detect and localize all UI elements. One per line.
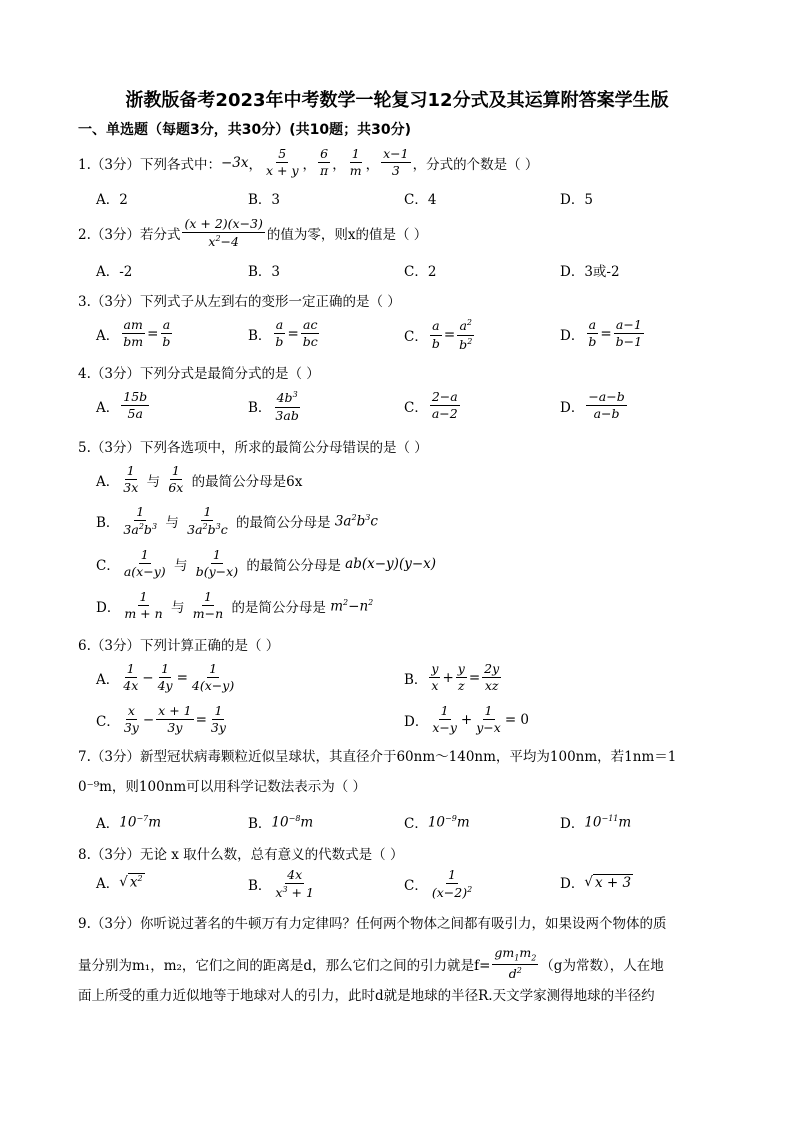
question-7-line-1: 7.（3分）新型冠状病毒颗粒近似呈球状，其直径介于60nm～140nm，平均为100nm，若1nm＝1 xyxy=(78,749,677,765)
q2-option-d[interactable]: D．3或-2 xyxy=(560,264,620,280)
q5-option-c[interactable]: C． $\frac{1}{a(x-y)}$ 与 $\frac{1}{b(y-x)}$ 的最简公分母是 ab(x−y)(y−x) xyxy=(96,547,437,580)
q2-option-c[interactable]: C．2 xyxy=(404,264,437,280)
q1-option-b[interactable]: B．3 xyxy=(248,192,281,208)
q1-option-c[interactable]: C．4 xyxy=(404,192,437,208)
q3-option-c[interactable]: C． $\frac{a}{b}$ = $\frac{a^2}{b^2}$ xyxy=(404,318,473,352)
q8-option-c[interactable]: C． $\frac{1}{(x-2)^2}$ xyxy=(404,867,473,901)
question-9-line-3: 面上所受的重力近似地等于地球对人的引力，此时d就是地球的半径R.天文学家测得地球的半径约 xyxy=(78,988,655,1004)
q4-option-d[interactable]: D． $\frac{-a-b}{a-b}$ xyxy=(560,389,625,422)
q7-option-b[interactable]: B． $10^{-8}m$ xyxy=(248,813,314,832)
question-9-line-1: 9.（3分）你听说过著名的牛顿万有力定律吗？任何两个物体之间都有吸引力，如果设两个物体的质 xyxy=(78,916,667,932)
q8-option-b[interactable]: B． $\frac{4x}{x^3 + 1}$ xyxy=(248,867,314,901)
q2-option-b[interactable]: B．3 xyxy=(248,264,281,280)
question-6: 6.（3分）下列计算正确的是（ ） xyxy=(78,638,280,654)
q8-option-d[interactable]: D． √ x + 3 xyxy=(560,874,632,892)
q4-option-a[interactable]: A． $\frac{15b}{5a}$ xyxy=(96,389,148,422)
q5-option-d[interactable]: D． $\frac{1}{m + n}$ 与 $\frac{1}{m-n}$ 的是简公分母是 $m^2-n^2$ xyxy=(96,589,374,622)
q1-option-a[interactable]: A．2 xyxy=(96,192,128,208)
question-3: 3.（3分）下列式子从左到右的变形一定正确的是（ ） xyxy=(78,294,401,310)
question-1: 1.（3分）下列各式中： −3x ， $\frac{5}{x + y}$ ， $\frac{6}{\pi}$ ， $\frac{1}{m}$ ， $\frac{x-1}{3}$ ，分式的个数是（ ） xyxy=(78,146,539,179)
q6-option-a[interactable]: A． $\frac{1}{4x}$ − $\frac{1}{4y}$ = $\frac{1}{4(x-y)}$ xyxy=(96,661,235,694)
question-2: 2.（3分）若分式 $\frac{(x + 2)(x-3)}{x^2-4}$ 的值为零，则x的值是（ ） xyxy=(78,216,428,250)
q1-option-d[interactable]: D．5 xyxy=(560,192,593,208)
q3-option-b[interactable]: B． $\frac{a}{b}$ = $\frac{ac}{bc}$ xyxy=(248,317,318,350)
q4-option-b[interactable]: B． $\frac{4b^3}{3ab}$ xyxy=(248,390,299,423)
q4-option-c[interactable]: C． $\frac{2-a}{a-2}$ xyxy=(404,389,458,422)
q5-option-a[interactable]: A． $\frac{1}{3x}$ 与 $\frac{1}{6x}$ 的最简公分母是6x xyxy=(96,463,303,496)
q3-option-d[interactable]: D． $\frac{a}{b}$ = $\frac{a-1}{b-1}$ xyxy=(560,317,643,350)
question-9-line-2: 量分别为m₁，m₂，它们之间的距离是d，那么它们之间的引力就是f= $\frac{gm_1m_2}{d^2}$ （g为常数），人在地 xyxy=(78,945,664,981)
q6-option-c[interactable]: C． $\frac{x}{3y}$ − $\frac{x + 1}{3y}$ = $\frac{1}{3y}$ xyxy=(96,703,226,736)
question-5: 5.（3分）下列各选项中，所求的最简公分母错误的是（ ） xyxy=(78,440,428,456)
question-4: 4.（3分）下列分式是最简分式的是（ ） xyxy=(78,366,320,382)
question-8: 8.（3分）无论 x 取什么数，总有意义的代数式是（ ） xyxy=(78,847,404,863)
q6-option-d[interactable]: D． $\frac{1}{x-y}$ + $\frac{1}{y-x}$ = 0 xyxy=(404,703,530,736)
q5-option-b[interactable]: B． $\frac{1}{3a^2b^3}$ 与 $\frac{1}{3a^2b^3c}$ 的最简公分母是 $3a^2b^3c$ xyxy=(96,504,378,538)
q8-option-a[interactable]: A． √ $x^2$ xyxy=(96,874,143,892)
q3-option-a[interactable]: A． $\frac{am}{bm}$ = $\frac{a}{b}$ xyxy=(96,317,171,350)
q2-option-a[interactable]: A．-2 xyxy=(96,264,133,280)
q6-option-b[interactable]: B． $\frac{y}{x}$ + $\frac{y}{z}$ = $\frac{2y}{xz}$ xyxy=(404,661,500,694)
section-heading: 一、单选题（每题3分，共30分）(共10题；共30分) xyxy=(78,122,411,138)
q7-option-a[interactable]: A． $10^{-7}m$ xyxy=(96,813,162,832)
q7-option-c[interactable]: C． $10^{-9}m$ xyxy=(404,813,470,832)
q7-option-d[interactable]: D． $10^{-11}m$ xyxy=(560,813,632,832)
question-7-line-2: 0⁻⁹m，则100nm可以用科学记数法表示为（ ） xyxy=(78,779,366,795)
page-title: 浙教版备考2023年中考数学一轮复习12分式及其运算附答案学生版 xyxy=(125,90,669,111)
